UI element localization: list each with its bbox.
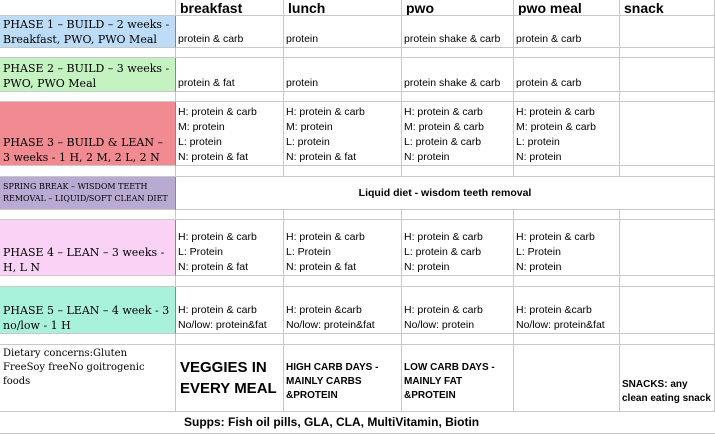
spacer-cell[interactable]	[0, 210, 176, 220]
column-header-snack[interactable]: snack	[620, 0, 715, 16]
meal-cell-lunch[interactable]	[284, 287, 402, 334]
spacer-cell[interactable]	[514, 334, 620, 345]
meal-line: No/low: protein&fat	[286, 319, 375, 331]
veggies-line: EVERY MEAL	[180, 380, 277, 397]
spacer-cell[interactable]	[284, 166, 402, 177]
spacer-cell[interactable]	[0, 276, 176, 287]
meal-cell-lunch[interactable]	[284, 16, 402, 48]
meal-cell-breakfast[interactable]	[176, 16, 284, 48]
snacks-line: clean eating snack	[622, 393, 711, 404]
high-carb-line: HIGH CARB DAYS -	[286, 362, 379, 373]
meal-line: L: protein & carb	[404, 246, 482, 258]
footer-blank-cell[interactable]	[514, 345, 620, 412]
spacer-cell[interactable]	[176, 92, 284, 102]
snack-cell[interactable]	[620, 287, 715, 334]
spacer-cell[interactable]	[0, 48, 176, 58]
meal-line: H: protein &carb	[286, 304, 362, 316]
meal-line: H: protein & carb	[286, 231, 365, 243]
meal-line: H: protein & carb	[404, 106, 483, 118]
meal-line: N: protein	[516, 151, 562, 163]
high-carb-note[interactable]	[284, 345, 402, 412]
meal-cell-breakfast[interactable]	[176, 102, 284, 166]
meal-cell-pwo[interactable]	[402, 287, 514, 334]
spacer-cell[interactable]	[402, 48, 514, 58]
meal-line: No/low: protein	[404, 319, 475, 331]
meal-cell-pwo-meal[interactable]	[514, 16, 620, 48]
spacer-cell[interactable]	[402, 210, 514, 220]
phase-label-5[interactable]: PHASE 4 – LEAN – 3 weeks - H, L N	[0, 220, 176, 276]
meal-line: L: protein & carb	[404, 136, 482, 148]
meal-line: H: protein & carb	[516, 231, 595, 243]
meal-cell-breakfast[interactable]	[176, 220, 284, 276]
dietary-line: Dietary concerns:	[3, 348, 94, 359]
meal-cell-pwo-meal[interactable]	[514, 102, 620, 166]
meal-cell-lunch[interactable]	[284, 220, 402, 276]
meal-line: N: protein & fat	[178, 261, 249, 273]
spacer-cell[interactable]	[0, 92, 176, 102]
meal-line: H: protein & carb	[286, 106, 365, 118]
meal-cell-breakfast[interactable]	[176, 58, 284, 92]
low-carb-line: PROTEIN	[411, 390, 456, 401]
high-carb-line: MAINLY CARBS &	[286, 376, 362, 401]
meal-line: No/low: protein&fat	[516, 319, 605, 331]
snack-cell[interactable]	[620, 102, 715, 166]
spacer-cell[interactable]	[176, 334, 284, 345]
meal-cell-lunch[interactable]	[284, 102, 402, 166]
meal-cell-pwo[interactable]	[402, 16, 514, 48]
meal-line: protein shake & carb	[404, 33, 501, 45]
spacer-cell[interactable]	[620, 334, 715, 345]
meal-line: M: protein	[286, 121, 333, 133]
snacks-note[interactable]	[620, 345, 715, 412]
spacer-cell[interactable]	[176, 210, 284, 220]
veggies-note[interactable]	[176, 345, 284, 412]
meal-line: H: protein & carb	[404, 231, 483, 243]
meal-line: L: Protein	[516, 246, 561, 258]
snack-cell[interactable]	[620, 58, 715, 92]
meal-line: L: protein	[286, 136, 330, 148]
phase-label-2[interactable]: PHASE 2 – BUILD – 3 weeks - PWO, PWO Meal	[0, 58, 176, 92]
low-carb-note[interactable]	[402, 345, 514, 412]
meal-line: N: protein	[404, 151, 450, 163]
meal-line: protein shake & carb	[404, 77, 501, 89]
phase-label-3[interactable]: PHASE 3 – BUILD & LEAN – 3 weeks - 1 H, 2 M, 2 L, 2 N	[0, 102, 176, 166]
meal-line: M: protein	[178, 121, 225, 133]
meal-line: protein & carb	[178, 33, 244, 45]
meal-line: N: protein & fat	[286, 261, 357, 273]
spacer-cell[interactable]	[514, 210, 620, 220]
spacer-cell[interactable]	[514, 166, 620, 177]
meal-line: M: protein & carb	[516, 121, 596, 133]
supplements-text: Supps: Fish oil pills, GLA, CLA, MultiVitamin, Biotin	[184, 415, 480, 429]
meal-line: protein	[286, 33, 319, 45]
snacks-line: SNACKS: any	[622, 379, 688, 390]
spacer-cell[interactable]	[0, 166, 176, 177]
column-header-breakfast[interactable]: breakfast	[176, 0, 284, 16]
spacer-cell[interactable]	[284, 210, 402, 220]
meal-line: No/low: protein&fat	[178, 319, 267, 331]
meal-line: L: protein	[178, 136, 222, 148]
veggies-line: VEGGIES IN	[180, 359, 267, 376]
spacer-cell[interactable]	[402, 334, 514, 345]
meal-line: N: protein	[404, 261, 450, 273]
phase-label-4[interactable]: SPRING BREAK – WISDOM TEETH REMOVAL – LIQUID/SOFT CLEAN DIET	[0, 177, 176, 210]
meal-line: protein	[286, 77, 319, 89]
column-header-lunch[interactable]: lunch	[284, 0, 402, 16]
meal-line: N: protein & fat	[178, 151, 249, 163]
supplements-row[interactable]	[0, 412, 715, 434]
meal-line: H: protein & carb	[178, 304, 257, 316]
meal-cell-pwo[interactable]	[402, 102, 514, 166]
spacer-cell[interactable]	[284, 276, 402, 287]
column-header-pwo-meal[interactable]: pwo meal	[514, 0, 620, 16]
meal-cell-pwo-meal[interactable]	[514, 220, 620, 276]
spacer-cell[interactable]	[284, 334, 402, 345]
meal-line: N: protein	[516, 261, 562, 273]
dietary-line: Gluten Free	[3, 348, 128, 373]
column-header-pwo[interactable]: pwo	[402, 0, 514, 16]
meal-cell-pwo[interactable]	[402, 58, 514, 92]
low-carb-line: MAINLY FAT &	[404, 376, 463, 401]
meal-line: protein & carb	[516, 77, 582, 89]
spacer-cell[interactable]	[514, 48, 620, 58]
spacer-cell[interactable]	[514, 92, 620, 102]
spacer-cell[interactable]	[284, 92, 402, 102]
meal-line: H: protein & carb	[404, 304, 483, 316]
phase-label-6[interactable]: PHASE 5 – LEAN – 4 week - 3 no/low - 1 H	[0, 287, 176, 334]
dietary-line: Soy free	[26, 362, 69, 373]
dietary-concerns[interactable]	[0, 345, 176, 412]
snack-cell[interactable]	[620, 220, 715, 276]
spacer-cell[interactable]	[620, 276, 715, 287]
spacer-cell[interactable]	[176, 276, 284, 287]
meal-line: M: protein & carb	[404, 121, 484, 133]
spacer-cell[interactable]	[514, 276, 620, 287]
spacer-cell[interactable]	[176, 166, 284, 177]
meal-line: L: protein	[516, 136, 560, 148]
spacer-cell[interactable]	[620, 92, 715, 102]
spacer-cell[interactable]	[402, 166, 514, 177]
meal-cell-breakfast[interactable]	[176, 287, 284, 334]
meal-cell-pwo-meal[interactable]	[514, 287, 620, 334]
meal-line: H: protein & carb	[178, 106, 257, 118]
meal-line: L: Protein	[286, 246, 331, 258]
meal-line: protein & carb	[516, 33, 582, 45]
spacer-cell[interactable]	[0, 334, 176, 345]
snack-cell[interactable]	[620, 16, 715, 48]
spacer-cell[interactable]	[620, 210, 715, 220]
spacer-cell[interactable]	[284, 48, 402, 58]
low-carb-line: LOW CARB DAYS -	[404, 362, 495, 373]
spacer-cell[interactable]	[402, 92, 514, 102]
high-carb-line: PROTEIN	[293, 390, 338, 401]
meal-line: H: protein & carb	[516, 106, 595, 118]
spacer-cell[interactable]	[620, 166, 715, 177]
meal-cell-lunch[interactable]	[284, 58, 402, 92]
meal-cell-pwo-meal[interactable]	[514, 58, 620, 92]
meal-line: H: protein &carb	[516, 304, 592, 316]
spacer-cell[interactable]	[402, 276, 514, 287]
spacer-cell[interactable]	[176, 48, 284, 58]
meal-line: L: Protein	[178, 246, 223, 258]
header-blank[interactable]	[0, 0, 176, 16]
meal-line: N: protein & fat	[286, 151, 357, 163]
spacer-cell[interactable]	[620, 48, 715, 58]
meal-cell-pwo[interactable]	[402, 220, 514, 276]
meal-line: H: protein & carb	[178, 231, 257, 243]
dietary-line: No goitrogenic foods	[3, 362, 145, 387]
phase-label-1[interactable]: PHASE 1 – BUILD – 2 weeks - Breakfast, PWO, PWO Meal	[0, 16, 176, 48]
meal-line: protein & fat	[178, 77, 235, 89]
merged-note[interactable]: Liquid diet - wisdom teeth removal	[176, 177, 715, 210]
